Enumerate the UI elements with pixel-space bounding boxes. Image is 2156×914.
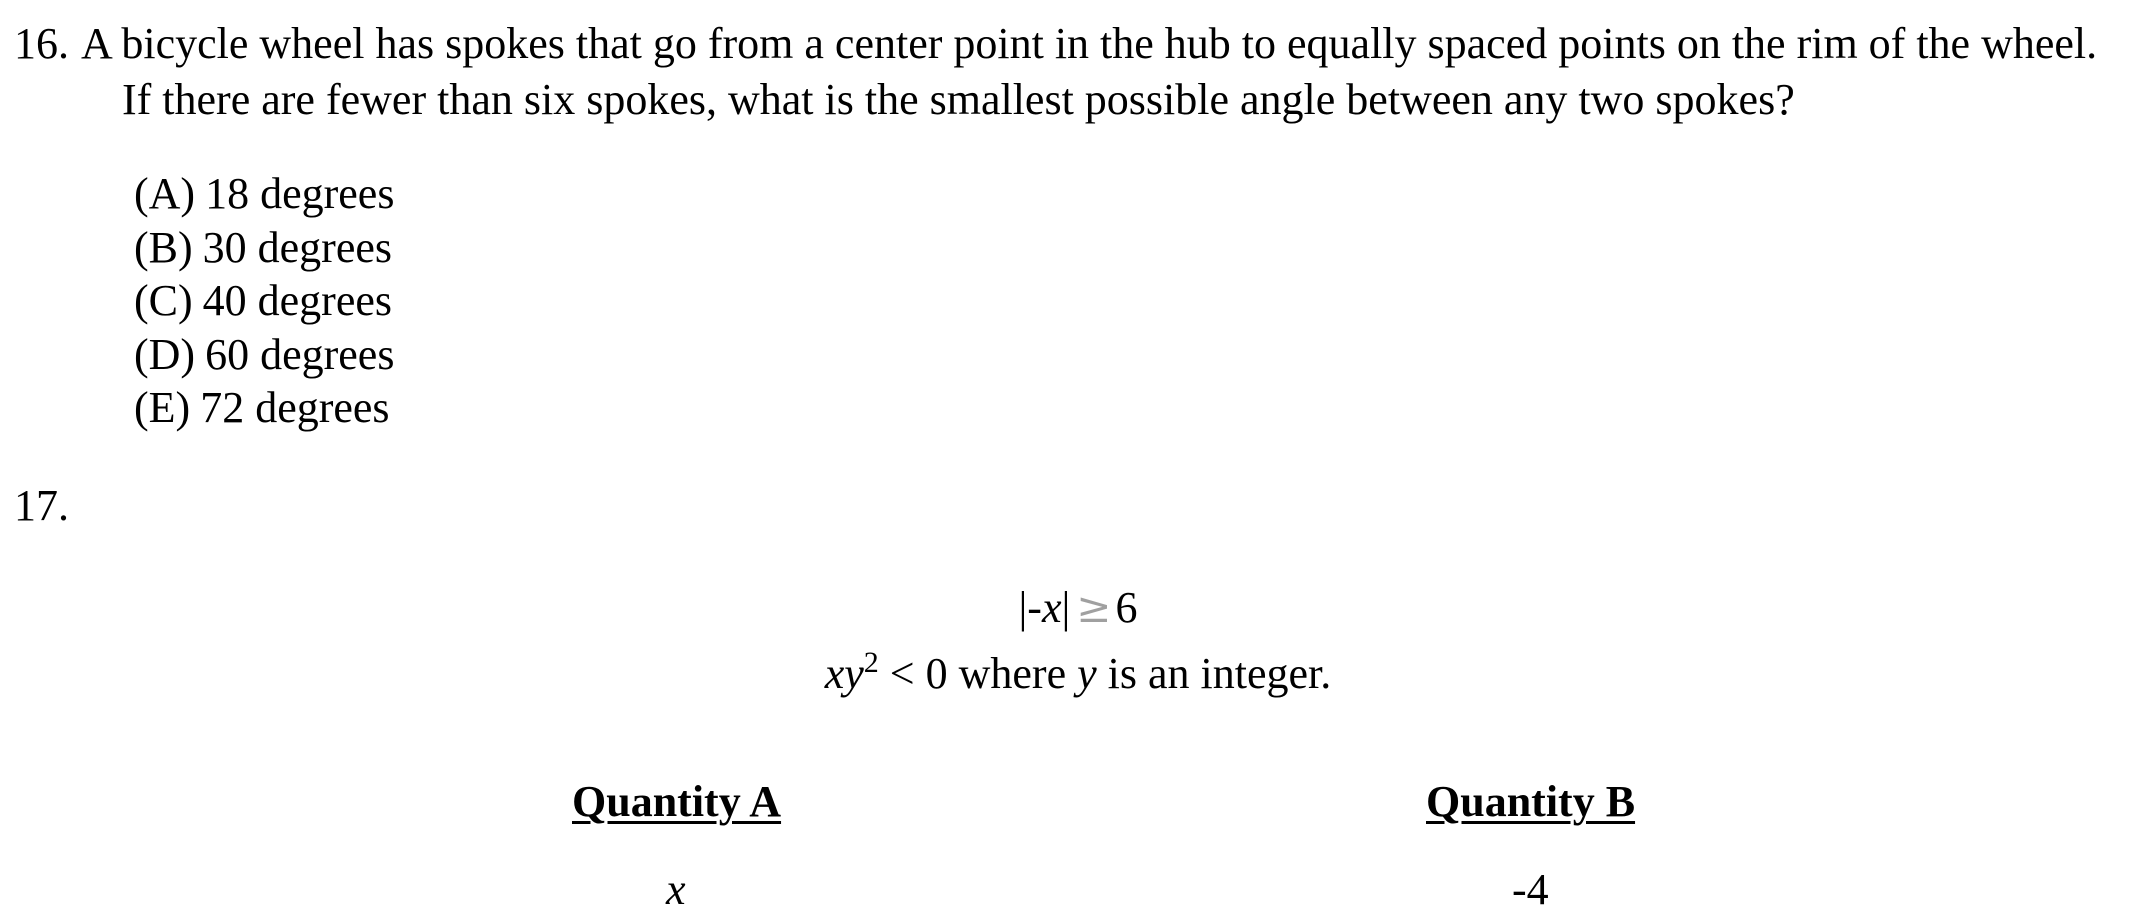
condition2-operator: < 0 where bbox=[878, 649, 1078, 698]
abs-bar-open: | bbox=[1018, 583, 1028, 632]
abs-bar-close: | bbox=[1061, 583, 1071, 632]
answer-choice-b[interactable] bbox=[134, 222, 394, 280]
question-17-number: 17. bbox=[14, 481, 69, 530]
condition2-base: xy bbox=[824, 649, 864, 698]
choice-letter: (B) bbox=[134, 222, 193, 272]
choice-text: 18 degrees bbox=[205, 169, 395, 218]
question-16-number: 16. bbox=[14, 19, 69, 68]
answer-choice-a[interactable] bbox=[134, 169, 395, 226]
geq-symbol: ≥ bbox=[1076, 583, 1112, 632]
condition2-tail: is an integer. bbox=[1096, 649, 1332, 698]
answer-choices bbox=[134, 169, 395, 440]
choice-text: 40 degrees bbox=[202, 276, 393, 325]
choice-letter: (A) bbox=[134, 169, 196, 218]
answer-choice-e[interactable] bbox=[134, 383, 394, 440]
choice-text: 72 degrees bbox=[200, 383, 390, 432]
quantity-b-heading: Quantity B bbox=[1426, 777, 1636, 826]
choice-text: 60 degrees bbox=[205, 329, 395, 379]
choice-letter: (C) bbox=[134, 276, 193, 325]
question-16-stem-line1 bbox=[14, 19, 2098, 68]
abs-inner: -x bbox=[1027, 583, 1062, 632]
condition2-exponent: 2 bbox=[863, 646, 879, 679]
choice-letter: (D) bbox=[134, 329, 196, 379]
question-16-stem-line2: If there are fewer than six spokes, what is the smallest possible angle between any two spokes? bbox=[122, 75, 1795, 124]
condition-absolute-value bbox=[0, 583, 2156, 632]
choice-text: 30 degrees bbox=[202, 222, 393, 272]
condition1-rhs: 6 bbox=[1115, 583, 1138, 632]
answer-choice-d[interactable] bbox=[134, 329, 395, 387]
condition-product bbox=[0, 646, 2156, 698]
answer-choice-c[interactable] bbox=[134, 276, 394, 333]
quantity-b-value: -4 bbox=[1512, 865, 1549, 914]
question-16-text-line1: A bicycle wheel has spokes that go from a center point in the hub to equally spaced points on the rim of the wheel. bbox=[81, 19, 2098, 68]
choice-letter: (E) bbox=[134, 383, 191, 432]
condition2-var: y bbox=[1077, 649, 1097, 698]
quantity-a-heading: Quantity A bbox=[572, 777, 782, 826]
quantity-a-value: x bbox=[666, 865, 686, 914]
